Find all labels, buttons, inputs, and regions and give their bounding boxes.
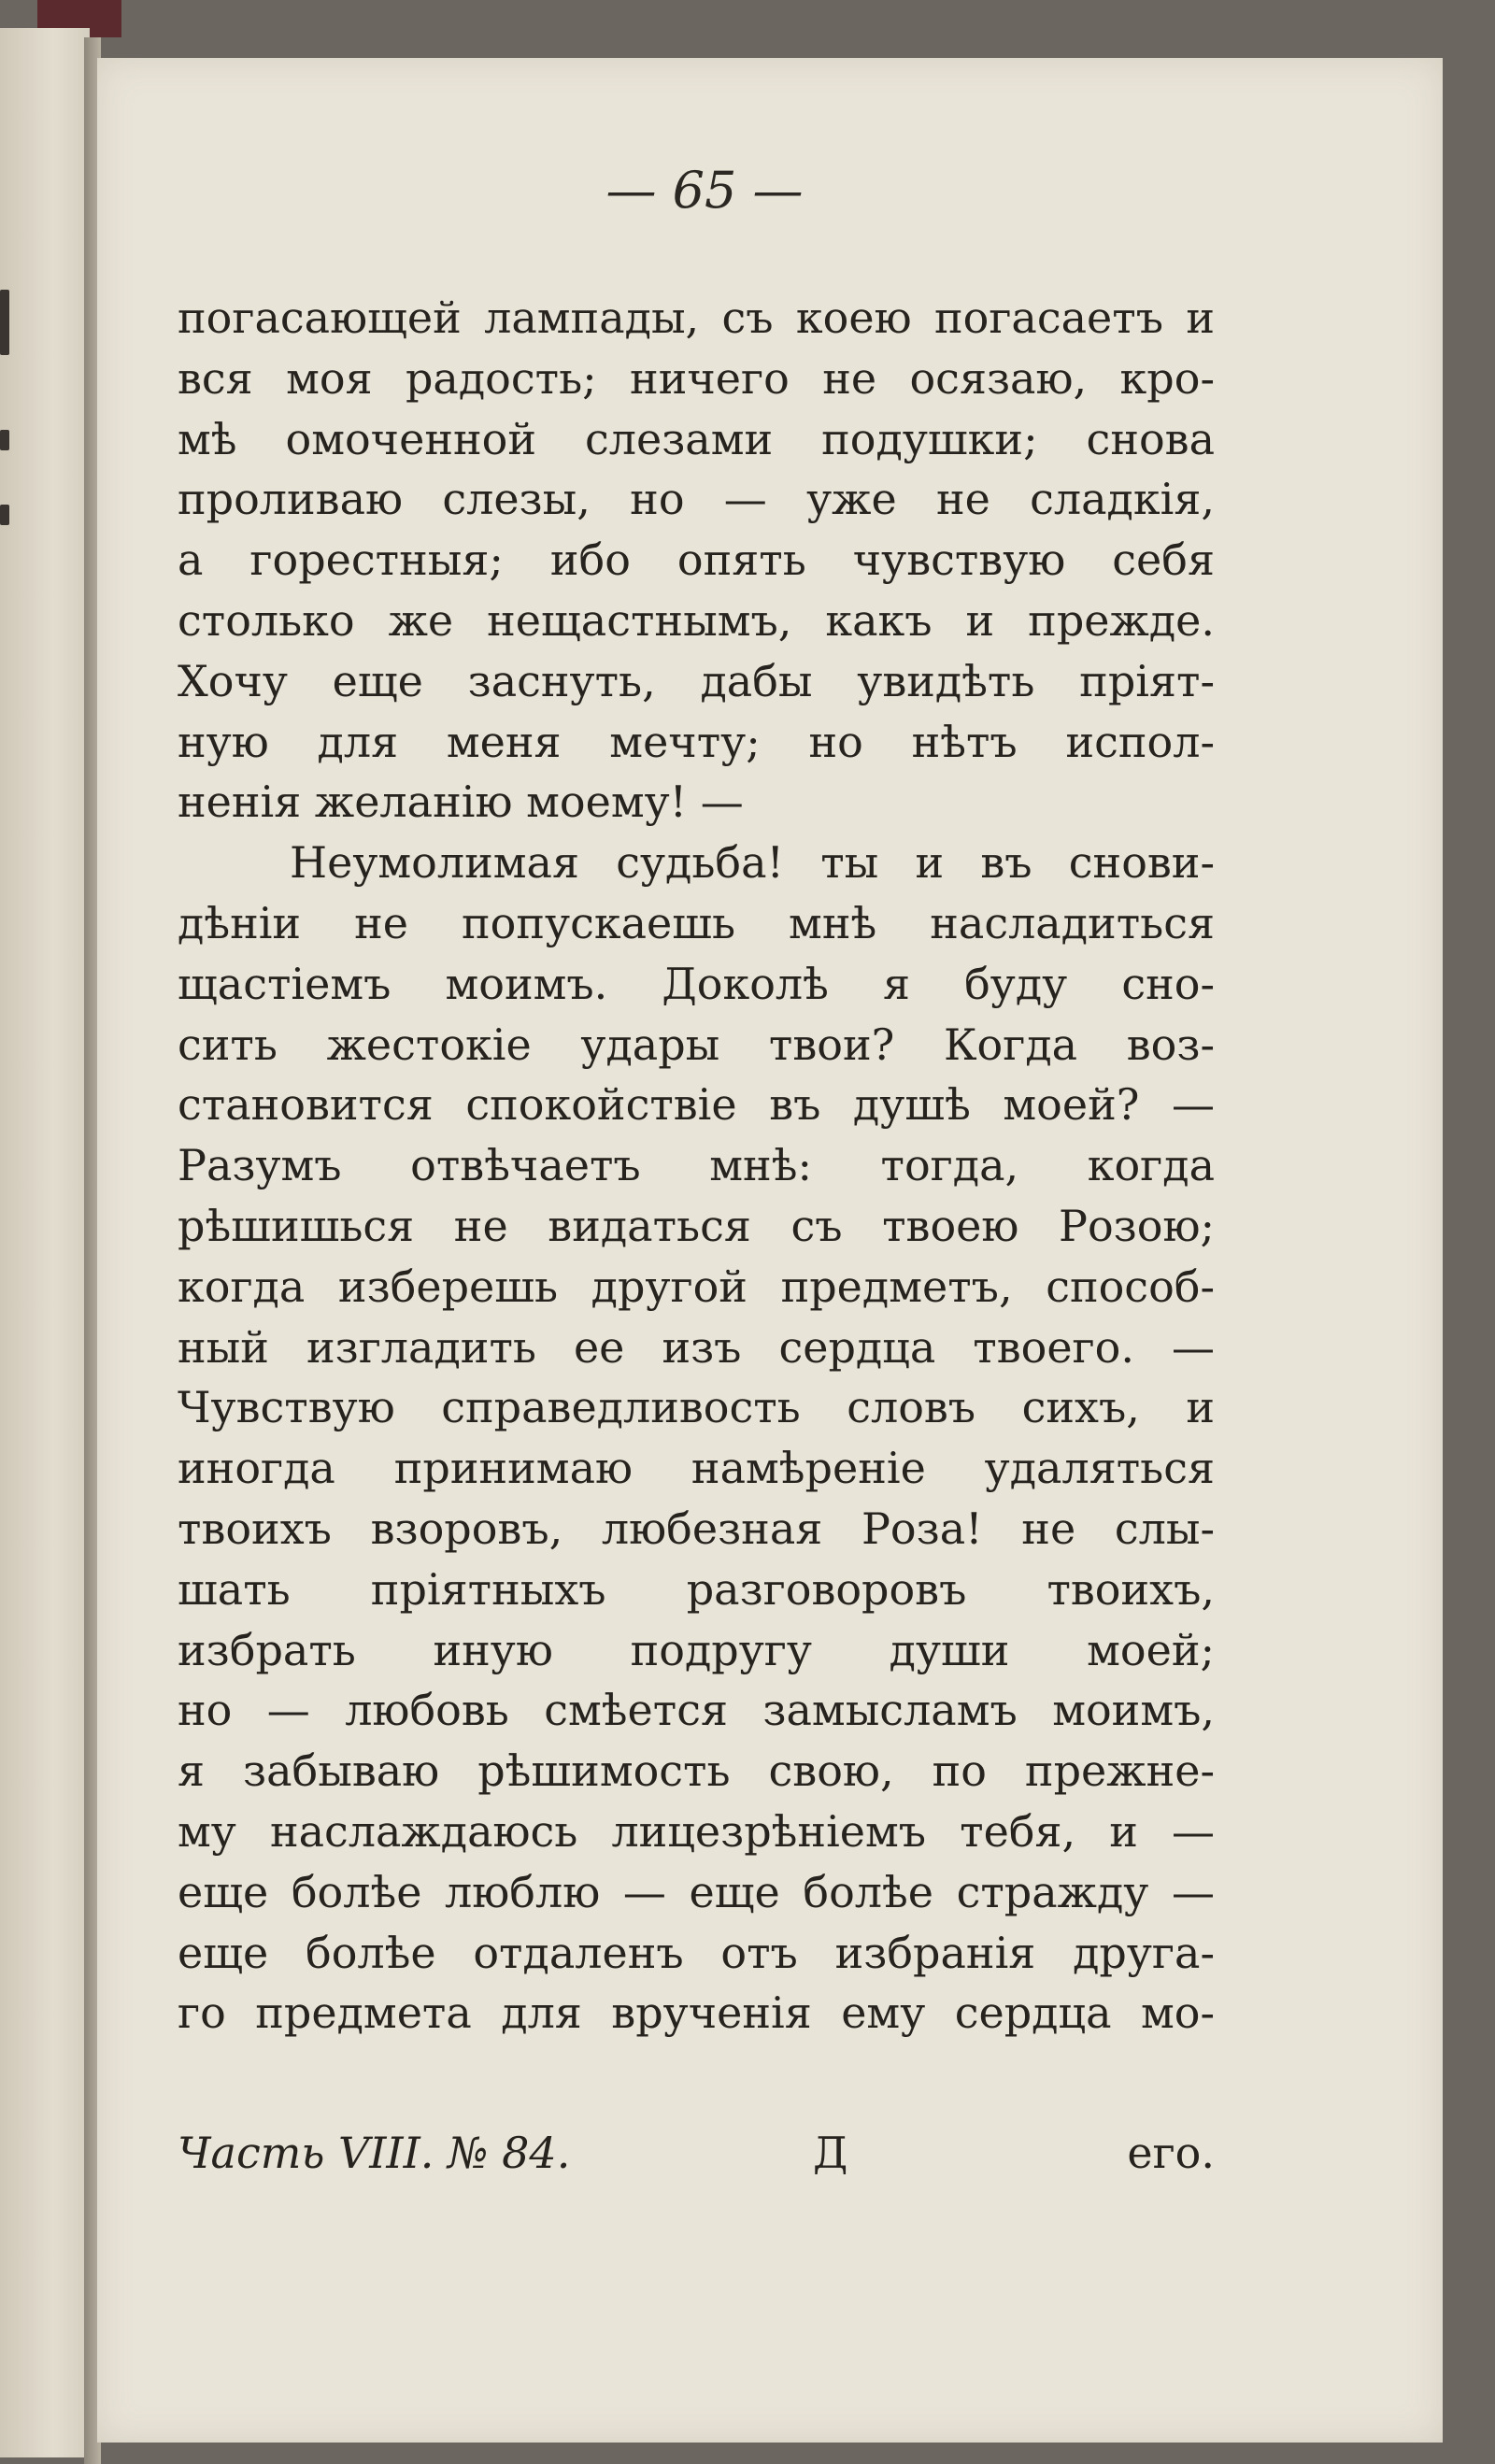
text-line: вся моя радость; ничего не осязаю, кро- bbox=[178, 352, 1215, 404]
text-line: го предмета для врученiя ему сердца мо- bbox=[178, 1987, 1215, 2039]
text-line: Хочу еще заснуть, дабы увидѣть прiят- bbox=[178, 655, 1215, 706]
text-line: му наслаждаюсь лицезрѣнiемъ тебя, и — bbox=[178, 1805, 1215, 1857]
text-line: но — любовь смѣется замысламъ моимъ, bbox=[178, 1685, 1215, 1736]
text-line: шать прiятныхъ разговоровъ твоихъ, bbox=[178, 1563, 1215, 1615]
text-line: Чувствую справедливость словъ сихъ, и bbox=[178, 1382, 1215, 1433]
left-page-glyph bbox=[0, 505, 9, 525]
catchword: его. bbox=[1127, 2128, 1215, 2178]
text-line: ную для меня мечту; но нѣтъ испол- bbox=[178, 716, 1215, 767]
text-line: рѣшишься не видаться съ твоею Розою; bbox=[178, 1200, 1215, 1251]
text-line: ный изгладить ее изъ сердца твоего. — bbox=[178, 1321, 1215, 1373]
text-line: еще болѣе люблю — еще болѣе стражду — bbox=[178, 1866, 1215, 1917]
text-line: а горестныя; ибо опять чувствую себя bbox=[178, 534, 1215, 586]
text-line: Неумолимая судьба! ты и въ снови- bbox=[290, 837, 1215, 889]
text-line: проливаю слезы, но — уже не сладкiя, bbox=[178, 474, 1215, 525]
text-line: иногда принимаю намѣренiе удаляться bbox=[178, 1443, 1215, 1494]
left-page-glyph bbox=[0, 430, 9, 450]
text-line: становится спокойствiе въ душѣ моей? — bbox=[178, 1079, 1215, 1131]
text-line: погасающей лампады, съ коею погасаетъ и bbox=[178, 292, 1215, 343]
text-line: твоихъ взоровъ, любезная Роза! не слы- bbox=[178, 1503, 1215, 1554]
text-line: Разумъ отвѣчаетъ мнѣ: тогда, когда bbox=[178, 1140, 1215, 1191]
text-line: дѣнiи не попускаешь мнѣ насладиться bbox=[178, 897, 1215, 948]
page-footer bbox=[178, 2128, 1215, 2193]
gathering-mark: Д bbox=[813, 2128, 848, 2178]
text-line: еще болѣе отдаленъ отъ избранiя друга- bbox=[178, 1927, 1215, 1978]
text-line: мѣ омоченной слезами подушки; снова bbox=[178, 413, 1215, 464]
volume-signature: Часть VIII. № 84. bbox=[178, 2128, 571, 2178]
text-line: столько же нещастнымъ, какъ и прежде. bbox=[178, 594, 1215, 646]
text-line: щастiемъ моимъ. Доколѣ я буду сно- bbox=[178, 958, 1215, 1009]
text-line: ненiя желанiю моему! — bbox=[178, 776, 744, 828]
book-page bbox=[97, 58, 1443, 2443]
left-page-glyph bbox=[0, 290, 9, 355]
text-line: я забываю рѣшимость свою, по прежне- bbox=[178, 1745, 1215, 1797]
page-number: — 65 — bbox=[605, 161, 804, 220]
page-text bbox=[178, 288, 1215, 2044]
left-page-edge bbox=[0, 28, 90, 2457]
text-line: избрать иную подругу души моей; bbox=[178, 1624, 1215, 1675]
text-line: когда изберешь другой предметъ, способ- bbox=[178, 1260, 1215, 1312]
text-line: сить жестокiе удары твои? Когда воз- bbox=[178, 1018, 1215, 1070]
